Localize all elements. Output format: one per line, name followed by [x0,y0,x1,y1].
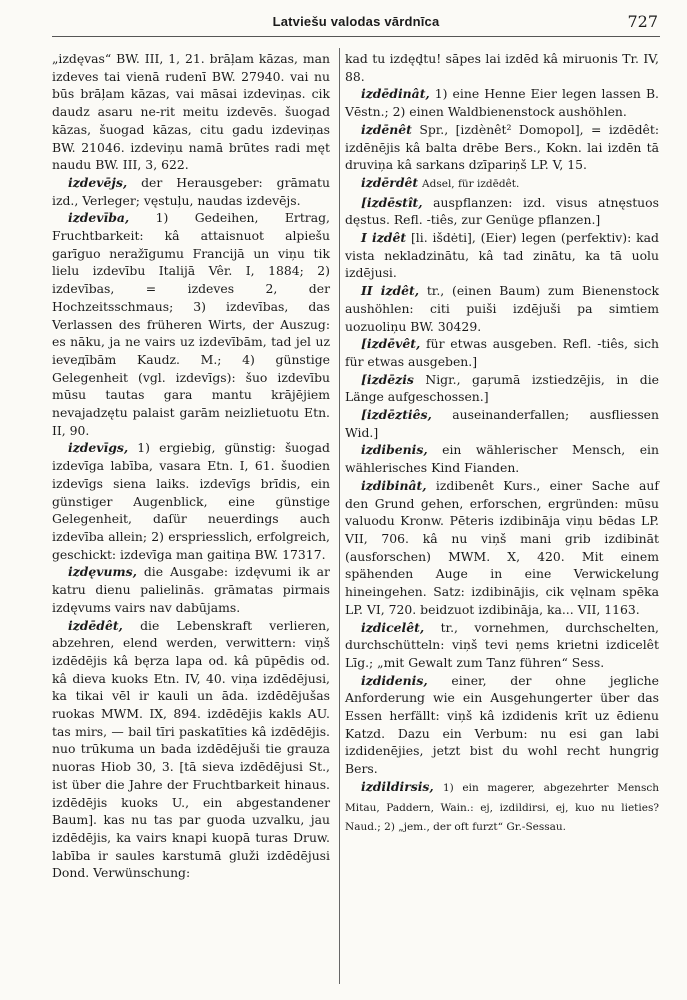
dictionary-entry [345,121,659,174]
entry-headword: II izdêt, [361,283,420,299]
entry-text: die Lebenskraft verlieren, abzehren, elend werden, verwittern: viņš izdēdējis kâ bęrza lapa od. kâ pūpēdis od. kâ dieva kuoks Etn. IV, 40. viņa izdēdējusi, ka tikai vēl ir kauli un āda. izdēdējušas ruokas MWM. IX, 894. izdēdējis kakls AU. tas mirs, — bail tīri paskatīties kâ izdēdējis. nuo trūkuma un bada izdēdējuši tie grauza nuoras Hiob 30, 3. [tā sieva izdēdējusi St., ist über die Jahre der Fruchtbarkeit hinaus. izdēdējis kuoks U., ein abgestandener Baum]. kas nu tas par guoda uzvalku, jau izdēdējis, ka vairs knapi kuopā turas Druw. labība ir saules karstumā gluži izdēdējusi Dond. Verwünschung: [52,617,330,881]
dictionary-entry [345,335,659,370]
dictionary-entry [345,672,659,778]
dictionary-entry [345,174,659,194]
entry-text: 1) ergiebig, günstig: šuogad izdevīga labība, vasara Etn. I, 61. šuodien izdevīgs siena laiks. izdevīgs brīdis, ein günstiger Augenblick, eine günstige Gelegenheit, daſür neuerdings auch izdevība allein; 2) erspriesslich, erfolgreich, geschickt: izdevīga man gaitiņa BW. 17317. [52,440,330,562]
entry-text: der Herausgeber: grāmatu izd., Verleger; vęstuļu, naudas izdevējs. [52,174,330,208]
entry-text: Nigr., gaŗumā izstiedzējis, in die Länge aufgeschossen.] [345,371,659,405]
dictionary-entry [52,50,330,174]
dictionary-entry [345,229,659,282]
entry-text: kad tu izdęd̨tu! sāpes lai izdēd kâ miruonis Tr. IV, 88. [345,51,659,84]
dictionary-entry [345,282,659,335]
entry-headword: izdibinât, [361,477,427,493]
entry-text: tr., (einen Baum) zum Bienenstock aushöhlen: citi puiši izdējuši pa simtiem uozuoliņu BW. 30429. [345,283,659,334]
entry-headword: izdibenis, [361,442,428,458]
dictionary-entry [52,617,330,883]
dictionary-entry [52,209,330,439]
entry-text: 1) ein magerer, abgezehrter Mensch Mitau, Paddern, Wain.: ej, izdildirsi, ej, kuo nu lieties? Naud.; 2) „jem., der oft furzt“ Gr.-Sessau. [345,781,659,834]
entry-headword: izdevība, [68,210,130,226]
dictionary-entry [345,619,659,672]
dictionary-title: Latviešu valodas vārdnīca [272,14,440,29]
entry-headword: [izdēztiês, [361,407,432,423]
entry-text: Spr., [izdènêt² Domopol], = izdēdêt: izdēnējis kâ balta drēbe Bers., Kokn. lai izdēn tā druviņa kâ sarkans dzīpariņš LP. V, 15. [345,121,659,173]
left-column [52,50,330,882]
entry-headword: I izdêt [361,230,407,246]
entry-headword: [izdēzis [361,371,414,387]
dictionary-entry [345,371,659,406]
dictionary-entry [52,563,330,616]
entry-headword: izdēdinât, [361,86,430,102]
entry-headword: [izdēvêt, [361,336,421,352]
page-header [52,10,660,37]
entry-headword: [izdēstît, [361,194,423,210]
dictionary-entry [345,50,659,85]
entry-headword: izdēnêt [361,121,412,137]
entry-headword: izdęvums, [68,564,137,580]
entry-text: auspflanzen: izd. visus atnęstuos dęstus. Refl. -tiês, zur Genüge pflanzen.] [345,194,659,228]
entry-headword: izdildirsis, [361,778,434,794]
column-divider [339,48,340,984]
dictionary-entry [345,194,659,229]
entry-headword: izdērdêt [361,174,419,190]
entry-headword: izdēdêt, [68,617,123,633]
dictionary-entry [52,174,330,209]
dictionary-entry [345,85,659,120]
entry-text: für etwas ausgeben. Refl. -tiês, sich für etwas ausgeben.] [345,336,659,369]
entry-text: [li. išdėti], (Eier) legen (perfektiv): kad vista nekladzinātu, kâ tad zinātu, ka tā uolu izdējusi. [345,230,659,281]
entry-text: Adsel, für izdēdêt. [422,177,520,190]
entry-text: auseinanderfallen; ausfliessen Wid.] [345,407,659,440]
entry-text: 1) eine Henne Eier legen lassen B. Vēstn.; 2) einen Waldbienenstock aushöhlen. [345,86,659,120]
dictionary-entry [345,778,659,837]
dictionary-entry [345,477,659,619]
entry-text: izdibenêt Kurs., einer Sache auf den Grund gehen, erforschen, ergründen: mūsu valuodu Kronw. Pēteris izdibināja viņu bēdas LP. VII, 706. kâ nu viņš mani grib izdibināt (ausforschen) MWM. X, 420. Mit einem spähenden Auge in eine Verwickelung hineingehen. Satz: izdibinājis, cik vęlnam spēka LP. VI, 720. beidzuot izdibināja, ka... VII, 1163. [345,477,659,617]
entry-text: ein wählerischer Mensch, ein wählerisches Kind Fianden. [345,442,659,476]
dictionary-entry [52,439,330,563]
entry-headword: izdevējs, [68,174,128,190]
entry-text: „izdęvas“ BW. III, 1, 21. brāļam kāzas, man izdeves tai vienā rudenī BW. 27940. vai nu būs brāļam kāzas, vai māsai izdeviņas. cik daudz asaru ne-rit meitu izdevēs. šuogad kāzas, šuogad kāzas, citu gadu izdeviņas BW. 21046. izdeviņu namā brūtes radi męt naudu BW. III, 3, 622. [52,51,330,173]
entry-text: 1) Gedeihen, Ertrag, Fruchtbarkeit: kâ attaisnuot alpiešu garīguo neražīgumu Francijā un viņu tik lielu izdevību Italijā Vêr. I, 1884; 2) izdevības, = izdeves 2, der Hochzeitsschmaus; 3) izdevības, das Verlassen des früheren Wirts, der Auszug: es nāku, ja ne vairs uz izdevībām, tad jel uz ieveдībām Kaudz. M.; 4) günstige Gelegenheit (vgl. izdevīgs): šuo izdevību mūsu tautas gara mantu krājējiem nevajadzętu palaist garām neizlietuotu Etn. II, 90. [52,210,330,438]
right-column [345,50,659,837]
dictionary-entry [345,406,659,441]
entry-headword: izdidenis, [361,672,428,688]
entry-headword: izdevīgs, [68,440,129,456]
entry-headword: izdicelêt, [361,619,425,635]
entry-text: einer, der ohne jegliche Anforderung wie ein Ausgehungerter über das Essen herfällt: viņš kâ izdidenis krīt uz ēdienu Katzd. Dazu ein Verbum: nu esi gan labi izdidenējies, jetzt bist du wohl recht hungrig Bers. [345,672,659,777]
page-number: 727 [627,12,658,31]
dictionary-entry [345,441,659,476]
entry-text: tr., vornehmen, durchschelten, durchschütteln: viņš tevi ņems krietni izdicelêt Līg.; „mit Gewalt zum Tanz führen“ Sess. [345,619,659,670]
entry-text: die Ausgabe: izdęvumi ik ar katru dienu palielinās. grāmatas pirmais izdęvums vairs nav dabūjams. [52,564,330,615]
